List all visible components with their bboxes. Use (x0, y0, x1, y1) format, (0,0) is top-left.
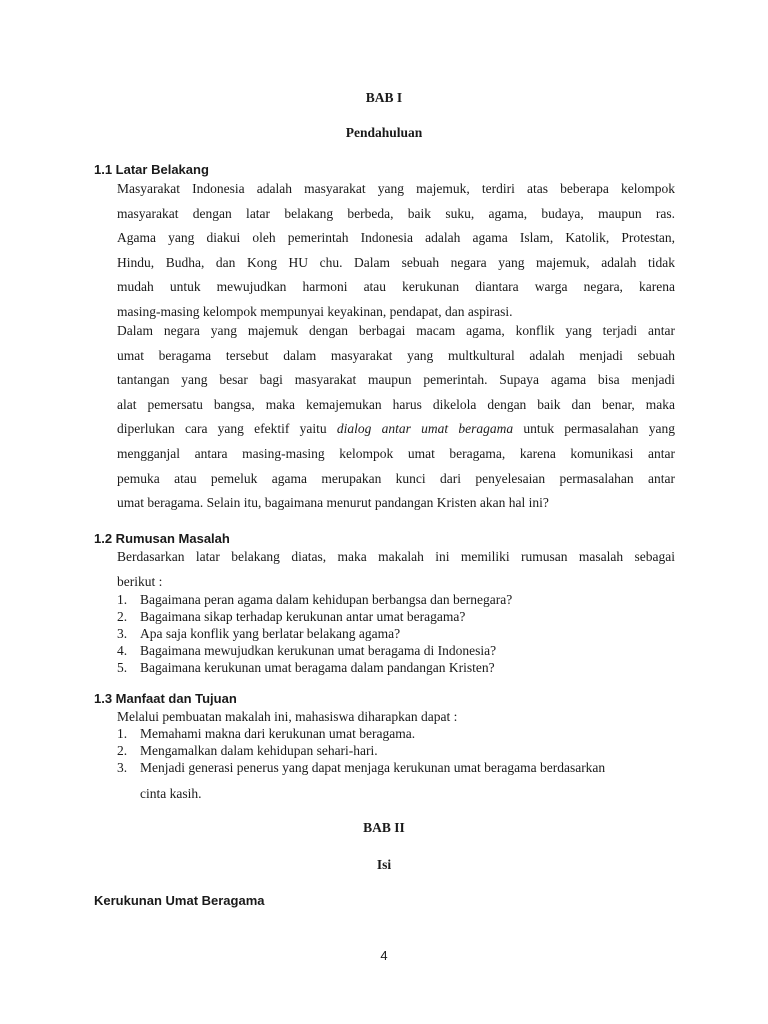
list-item: 1. Bagaimana peran agama dalam kehidupan berbangsa dan bernegara? (117, 592, 513, 607)
paragraph-line: masing-masing kelompok mempunyai keyakinan, pendapat, dan aspirasi. (117, 303, 513, 319)
section-heading-kerukunan: Kerukunan Umat Beragama (94, 893, 265, 908)
paragraph-latar-belakang-1 (117, 180, 675, 320)
section-heading-manfaat-tujuan: 1.3 Manfaat dan Tujuan (94, 691, 237, 706)
chapter-title: BAB II (363, 820, 405, 835)
paragraph-line: umat beragama. Selain itu, bagaimana menurut pandangan Kristen akan hal ini? (117, 495, 549, 511)
list-item: 2. Bagaimana sikap terhadap kerukunan antar umat beragama? (117, 609, 466, 624)
section-heading-rumusan-masalah: 1.2 Rumusan Masalah (94, 531, 230, 546)
paragraph-line: mudah untuk mewujudkan harmoni atau kerukunan diantara warga negara, karena (117, 279, 675, 295)
list-item: 1. Memahami makna dari kerukunan umat beragama. (117, 726, 416, 741)
paragraph-line: Berdasarkan latar belakang diatas, maka makalah ini memiliki rumusan masalah sebagai (117, 549, 675, 564)
paragraph-rumusan-intro (117, 548, 675, 590)
paragraph-line: Agama yang diakui oleh pemerintah Indonesia adalah agama Islam, Katolik, Protestan, (117, 230, 675, 246)
section-heading-latar-belakang: 1.1 Latar Belakang (94, 162, 209, 177)
chapter-subtitle: Isi (376, 857, 392, 872)
list-item: 2. Mengamalkan dalam kehidupan sehari-hari. (117, 743, 378, 758)
paragraph-line: alat pemersatu bangsa, maka kemajemukan harus dikelola dengan baik dan benar, maka (117, 396, 675, 412)
paragraph-line: pemuka atau pemeluk agama merupakan kunci dari penyelesaian permasalahan antar (117, 470, 675, 486)
paragraph-line: tantangan yang besar bagi masyarakat maupun pemerintah. Supaya agama bisa menjadi (117, 372, 675, 388)
list-manfaat-tujuan (117, 708, 677, 802)
paragraph-latar-belakang-2 (117, 322, 675, 519)
list-item: 3. Apa saja konflik yang berlatar belakang agama? (117, 626, 401, 641)
chapter-subtitle: Pendahuluan (345, 125, 423, 140)
paragraph-line-emphasis: diperlukan cara yang efektif yaitu dialog antar umat beragama untuk permasalahan yang (117, 421, 675, 437)
list-item: 3. Menjadi generasi penerus yang dapat menjaga kerukunan umat beragama berdasarkan cinta kasih. (117, 760, 606, 801)
list-item: 5. Bagaimana kerukunan umat beragama dalam pandangan Kristen? (117, 660, 495, 675)
emphasis-dialog: dialog antar umat beragama (336, 421, 514, 437)
list-item: 4. Bagaimana mewujudkan kerukunan umat beragama di Indonesia? (117, 643, 497, 658)
page-number: 4 (380, 948, 388, 963)
chapter-title: BAB I (365, 90, 403, 105)
list-intro: Melalui pembuatan makalah ini, mahasiswa diharapkan dapat : (117, 709, 458, 724)
paragraph-line: masyarakat dengan latar belakang berbeda, baik suku, agama, budaya, maupun ras. (117, 205, 675, 221)
paragraph-line: berikut : (117, 573, 163, 589)
list-rumusan-masalah (117, 591, 677, 676)
paragraph-line: Dalam negara yang majemuk dengan berbagai macam agama, konflik yang terjadi antar (117, 323, 675, 338)
paragraph-line: mengganjal antara masing-masing kelompok umat beragama, karena komunikasi antar (117, 445, 675, 461)
paragraph-line: umat beragama tersebut dalam masyarakat yang multkultural adalah menjadi sebuah (117, 347, 675, 363)
paragraph-line: Hindu, Budha, dan Kong HU chu. Dalam sebuah negara yang majemuk, adalah tidak (117, 254, 675, 270)
paragraph-line: Masyarakat Indonesia adalah masyarakat yang majemuk, terdiri atas beberapa kelompok (117, 181, 675, 196)
